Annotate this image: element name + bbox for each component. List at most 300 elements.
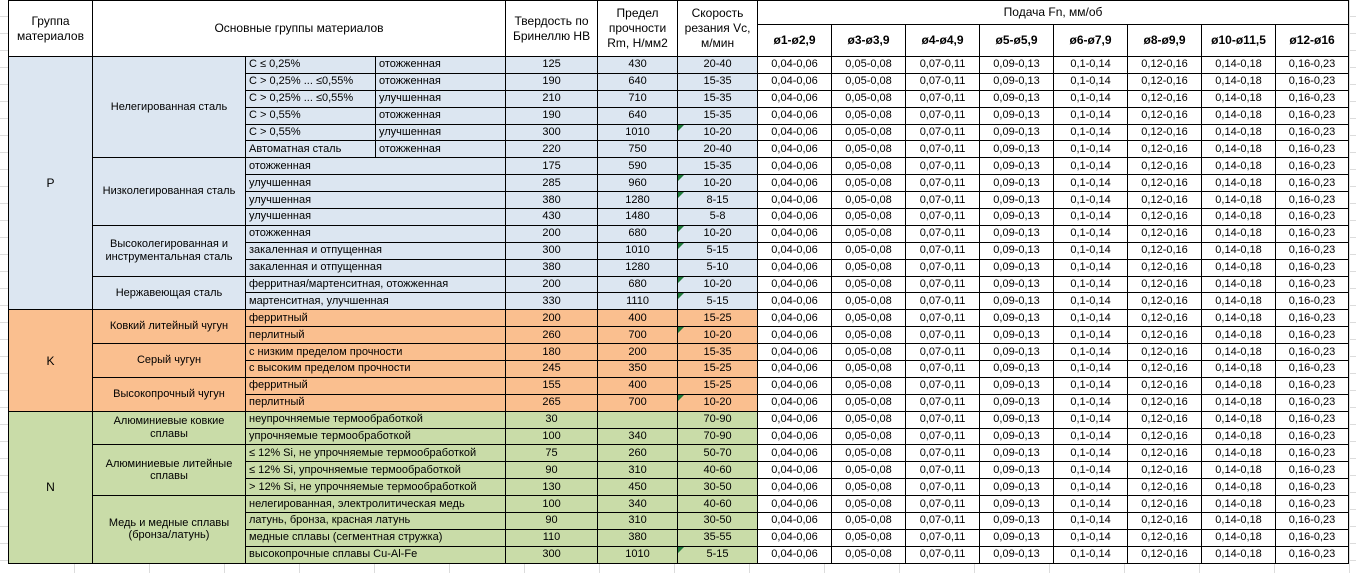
vc-cell[interactable]: 5-15: [678, 293, 758, 310]
feed-value-cell[interactable]: 0,1-0,14: [1054, 192, 1128, 209]
material-desc-cell[interactable]: ≤ 12% Si, не упрочняемые термообработкой: [246, 445, 506, 462]
feed-value-cell[interactable]: 0,1-0,14: [1054, 158, 1128, 175]
feed-value-cell[interactable]: 0,14-0,18: [1202, 513, 1276, 530]
header-diameter-2[interactable]: ø3-ø3,9: [832, 25, 906, 57]
rm-cell[interactable]: 450: [598, 479, 678, 496]
feed-value-cell[interactable]: 0,09-0,13: [980, 192, 1054, 209]
vc-cell[interactable]: 15-35: [678, 90, 758, 107]
feed-value-cell[interactable]: 0,04-0,06: [758, 73, 832, 90]
vc-cell[interactable]: 15-35: [678, 344, 758, 361]
family-cell[interactable]: Нелегированная сталь: [93, 57, 246, 158]
material-desc-cell[interactable]: отожженная: [376, 141, 506, 158]
feed-value-cell[interactable]: 0,05-0,08: [832, 411, 906, 428]
rm-cell[interactable]: 380: [598, 529, 678, 546]
feed-value-cell[interactable]: 0,09-0,13: [980, 428, 1054, 445]
rm-cell[interactable]: 310: [598, 513, 678, 530]
feed-value-cell[interactable]: 0,04-0,06: [758, 259, 832, 276]
rm-cell[interactable]: 1480: [598, 209, 678, 226]
vc-cell[interactable]: 10-20: [678, 124, 758, 141]
feed-value-cell[interactable]: 0,14-0,18: [1202, 158, 1276, 175]
feed-value-cell[interactable]: 0,04-0,06: [758, 90, 832, 107]
feed-value-cell[interactable]: 0,07-0,11: [906, 411, 980, 428]
feed-value-cell[interactable]: 0,07-0,11: [906, 192, 980, 209]
feed-value-cell[interactable]: 0,1-0,14: [1054, 141, 1128, 158]
vc-cell[interactable]: 70-90: [678, 411, 758, 428]
feed-value-cell[interactable]: 0,14-0,18: [1202, 377, 1276, 394]
material-desc-cell[interactable]: улучшенная: [246, 209, 506, 226]
feed-value-cell[interactable]: 0,07-0,11: [906, 259, 980, 276]
feed-value-cell[interactable]: 0,04-0,06: [758, 57, 832, 74]
feed-value-cell[interactable]: 0,09-0,13: [980, 259, 1054, 276]
hb-cell[interactable]: 330: [506, 293, 598, 310]
feed-value-cell[interactable]: 0,04-0,06: [758, 445, 832, 462]
feed-value-cell[interactable]: 0,07-0,11: [906, 141, 980, 158]
rm-cell[interactable]: 680: [598, 225, 678, 242]
feed-value-cell[interactable]: 0,1-0,14: [1054, 428, 1128, 445]
feed-value-cell[interactable]: 0,14-0,18: [1202, 57, 1276, 74]
feed-value-cell[interactable]: 0,16-0,23: [1276, 175, 1349, 192]
material-desc-cell[interactable]: ≤ 12% Si, упрочняемые термообработкой: [246, 462, 506, 479]
feed-value-cell[interactable]: 0,16-0,23: [1276, 394, 1349, 411]
feed-value-cell[interactable]: 0,04-0,06: [758, 310, 832, 327]
feed-value-cell[interactable]: 0,05-0,08: [832, 242, 906, 259]
feed-value-cell[interactable]: 0,09-0,13: [980, 445, 1054, 462]
feed-value-cell[interactable]: 0,12-0,16: [1128, 276, 1202, 293]
material-desc-cell[interactable]: с высоким пределом прочности: [246, 361, 506, 378]
feed-value-cell[interactable]: 0,04-0,06: [758, 124, 832, 141]
feed-value-cell[interactable]: 0,04-0,06: [758, 158, 832, 175]
feed-value-cell[interactable]: 0,16-0,23: [1276, 344, 1349, 361]
rm-cell[interactable]: 1010: [598, 242, 678, 259]
header-brinell-hardness[interactable]: Твердость по Бринеллю HB: [506, 1, 598, 57]
feed-value-cell[interactable]: 0,12-0,16: [1128, 141, 1202, 158]
feed-value-cell[interactable]: 0,14-0,18: [1202, 445, 1276, 462]
feed-value-cell[interactable]: 0,12-0,16: [1128, 361, 1202, 378]
feed-value-cell[interactable]: 0,05-0,08: [832, 479, 906, 496]
hb-cell[interactable]: 380: [506, 192, 598, 209]
feed-value-cell[interactable]: 0,05-0,08: [832, 276, 906, 293]
feed-value-cell[interactable]: 0,16-0,23: [1276, 73, 1349, 90]
group-label-cell[interactable]: N: [9, 411, 93, 563]
feed-value-cell[interactable]: 0,07-0,11: [906, 175, 980, 192]
feed-value-cell[interactable]: 0,1-0,14: [1054, 73, 1128, 90]
feed-value-cell[interactable]: 0,12-0,16: [1128, 57, 1202, 74]
feed-value-cell[interactable]: 0,14-0,18: [1202, 310, 1276, 327]
material-desc-cell[interactable]: перлитный: [246, 394, 506, 411]
feed-value-cell[interactable]: 0,1-0,14: [1054, 394, 1128, 411]
feed-value-cell[interactable]: 0,09-0,13: [980, 242, 1054, 259]
feed-value-cell[interactable]: 0,16-0,23: [1276, 327, 1349, 344]
feed-value-cell[interactable]: 0,1-0,14: [1054, 310, 1128, 327]
hb-cell[interactable]: 100: [506, 496, 598, 513]
vc-cell[interactable]: 15-35: [678, 158, 758, 175]
feed-value-cell[interactable]: 0,07-0,11: [906, 513, 980, 530]
feed-value-cell[interactable]: 0,04-0,06: [758, 276, 832, 293]
feed-value-cell[interactable]: 0,14-0,18: [1202, 394, 1276, 411]
hb-cell[interactable]: 380: [506, 259, 598, 276]
family-cell[interactable]: Высокопрочный чугун: [93, 377, 246, 411]
material-desc-cell[interactable]: отожженная: [376, 57, 506, 74]
feed-value-cell[interactable]: 0,04-0,06: [758, 513, 832, 530]
vc-cell[interactable]: 30-50: [678, 479, 758, 496]
hb-cell[interactable]: 155: [506, 377, 598, 394]
feed-value-cell[interactable]: 0,05-0,08: [832, 361, 906, 378]
vc-cell[interactable]: 20-40: [678, 141, 758, 158]
rm-cell[interactable]: 700: [598, 394, 678, 411]
feed-value-cell[interactable]: 0,05-0,08: [832, 513, 906, 530]
feed-value-cell[interactable]: 0,04-0,06: [758, 496, 832, 513]
feed-value-cell[interactable]: 0,07-0,11: [906, 242, 980, 259]
feed-value-cell[interactable]: 0,09-0,13: [980, 344, 1054, 361]
header-diameter-3[interactable]: ø4-ø4,9: [906, 25, 980, 57]
feed-value-cell[interactable]: 0,05-0,08: [832, 158, 906, 175]
feed-value-cell[interactable]: 0,09-0,13: [980, 496, 1054, 513]
feed-value-cell[interactable]: 0,07-0,11: [906, 90, 980, 107]
feed-value-cell[interactable]: 0,16-0,23: [1276, 361, 1349, 378]
rm-cell[interactable]: 1110: [598, 293, 678, 310]
feed-value-cell[interactable]: 0,05-0,08: [832, 546, 906, 563]
hb-cell[interactable]: 220: [506, 141, 598, 158]
feed-value-cell[interactable]: 0,14-0,18: [1202, 327, 1276, 344]
feed-value-cell[interactable]: 0,05-0,08: [832, 394, 906, 411]
hb-cell[interactable]: 90: [506, 462, 598, 479]
material-desc-cell[interactable]: отожженная: [376, 107, 506, 124]
feed-value-cell[interactable]: 0,16-0,23: [1276, 513, 1349, 530]
vc-cell[interactable]: 40-60: [678, 462, 758, 479]
feed-value-cell[interactable]: 0,07-0,11: [906, 445, 980, 462]
feed-value-cell[interactable]: 0,12-0,16: [1128, 344, 1202, 361]
header-diameter-4[interactable]: ø5-ø5,9: [980, 25, 1054, 57]
hb-cell[interactable]: 180: [506, 344, 598, 361]
feed-value-cell[interactable]: 0,09-0,13: [980, 141, 1054, 158]
feed-value-cell[interactable]: 0,16-0,23: [1276, 242, 1349, 259]
material-desc-cell[interactable]: ферритный: [246, 377, 506, 394]
feed-value-cell[interactable]: 0,05-0,08: [832, 192, 906, 209]
feed-value-cell[interactable]: 0,16-0,23: [1276, 124, 1349, 141]
vc-cell[interactable]: 15-35: [678, 107, 758, 124]
feed-value-cell[interactable]: 0,04-0,06: [758, 175, 832, 192]
feed-value-cell[interactable]: 0,12-0,16: [1128, 445, 1202, 462]
feed-value-cell[interactable]: 0,12-0,16: [1128, 479, 1202, 496]
vc-cell[interactable]: 10-20: [678, 225, 758, 242]
group-label-cell[interactable]: K: [9, 310, 93, 411]
rm-cell[interactable]: 340: [598, 496, 678, 513]
feed-value-cell[interactable]: 0,07-0,11: [906, 276, 980, 293]
feed-value-cell[interactable]: 0,1-0,14: [1054, 57, 1128, 74]
feed-value-cell[interactable]: 0,16-0,23: [1276, 57, 1349, 74]
material-desc-cell[interactable]: отожженная: [376, 73, 506, 90]
vc-cell[interactable]: 15-25: [678, 377, 758, 394]
material-desc-cell[interactable]: улучшенная: [246, 175, 506, 192]
feed-value-cell[interactable]: 0,16-0,23: [1276, 411, 1349, 428]
header-feed[interactable]: Подача Fn, мм/об: [758, 1, 1349, 25]
feed-value-cell[interactable]: 0,12-0,16: [1128, 529, 1202, 546]
feed-value-cell[interactable]: 0,14-0,18: [1202, 361, 1276, 378]
vc-cell[interactable]: 30-50: [678, 513, 758, 530]
feed-value-cell[interactable]: 0,09-0,13: [980, 158, 1054, 175]
feed-value-cell[interactable]: 0,14-0,18: [1202, 209, 1276, 226]
material-desc-cell[interactable]: нелегированная, электролитическая медь: [246, 496, 506, 513]
feed-value-cell[interactable]: 0,07-0,11: [906, 124, 980, 141]
material-desc-cell[interactable]: ферритная/мартенситная, отожженная: [246, 276, 506, 293]
vc-cell[interactable]: 15-35: [678, 73, 758, 90]
feed-value-cell[interactable]: 0,05-0,08: [832, 73, 906, 90]
feed-value-cell[interactable]: 0,1-0,14: [1054, 175, 1128, 192]
feed-value-cell[interactable]: 0,09-0,13: [980, 479, 1054, 496]
header-diameter-1[interactable]: ø1-ø2,9: [758, 25, 832, 57]
feed-value-cell[interactable]: 0,16-0,23: [1276, 529, 1349, 546]
feed-value-cell[interactable]: 0,14-0,18: [1202, 73, 1276, 90]
material-desc-cell[interactable]: с низким пределом прочности: [246, 344, 506, 361]
material-desc-cell[interactable]: C > 0,25% ... ≤0,55%: [246, 90, 376, 107]
feed-value-cell[interactable]: 0,09-0,13: [980, 394, 1054, 411]
feed-value-cell[interactable]: 0,16-0,23: [1276, 462, 1349, 479]
feed-value-cell[interactable]: 0,14-0,18: [1202, 124, 1276, 141]
feed-value-cell[interactable]: 0,07-0,11: [906, 529, 980, 546]
feed-value-cell[interactable]: 0,09-0,13: [980, 327, 1054, 344]
feed-value-cell[interactable]: 0,14-0,18: [1202, 462, 1276, 479]
feed-value-cell[interactable]: 0,12-0,16: [1128, 259, 1202, 276]
feed-value-cell[interactable]: 0,05-0,08: [832, 175, 906, 192]
feed-value-cell[interactable]: 0,09-0,13: [980, 57, 1054, 74]
hb-cell[interactable]: 130: [506, 479, 598, 496]
feed-value-cell[interactable]: 0,12-0,16: [1128, 293, 1202, 310]
vc-cell[interactable]: 10-20: [678, 175, 758, 192]
feed-value-cell[interactable]: 0,05-0,08: [832, 225, 906, 242]
feed-value-cell[interactable]: 0,1-0,14: [1054, 124, 1128, 141]
feed-value-cell[interactable]: 0,04-0,06: [758, 209, 832, 226]
hb-cell[interactable]: 30: [506, 411, 598, 428]
material-desc-cell[interactable]: C ≤ 0,25%: [246, 57, 376, 74]
feed-value-cell[interactable]: 0,05-0,08: [832, 377, 906, 394]
hb-cell[interactable]: 260: [506, 327, 598, 344]
rm-cell[interactable]: 340: [598, 428, 678, 445]
feed-value-cell[interactable]: 0,04-0,06: [758, 479, 832, 496]
rm-cell[interactable]: 310: [598, 462, 678, 479]
feed-value-cell[interactable]: 0,09-0,13: [980, 411, 1054, 428]
feed-value-cell[interactable]: 0,16-0,23: [1276, 259, 1349, 276]
feed-value-cell[interactable]: 0,12-0,16: [1128, 310, 1202, 327]
feed-value-cell[interactable]: 0,04-0,06: [758, 394, 832, 411]
family-cell[interactable]: Нержавеющая сталь: [93, 276, 246, 310]
feed-value-cell[interactable]: 0,07-0,11: [906, 73, 980, 90]
material-desc-cell[interactable]: улучшенная: [376, 124, 506, 141]
material-desc-cell[interactable]: медные сплавы (сегментная стружка): [246, 529, 506, 546]
feed-value-cell[interactable]: 0,14-0,18: [1202, 90, 1276, 107]
feed-value-cell[interactable]: 0,07-0,11: [906, 310, 980, 327]
hb-cell[interactable]: 75: [506, 445, 598, 462]
material-desc-cell[interactable]: неупрочняемые термообработкой: [246, 411, 506, 428]
hb-cell[interactable]: 90: [506, 513, 598, 530]
material-desc-cell[interactable]: C > 0,25% ... ≤0,55%: [246, 73, 376, 90]
feed-value-cell[interactable]: 0,07-0,11: [906, 209, 980, 226]
vc-cell[interactable]: 10-20: [678, 394, 758, 411]
rm-cell[interactable]: 680: [598, 276, 678, 293]
feed-value-cell[interactable]: 0,12-0,16: [1128, 225, 1202, 242]
feed-value-cell[interactable]: 0,1-0,14: [1054, 209, 1128, 226]
rm-cell[interactable]: 200: [598, 344, 678, 361]
hb-cell[interactable]: 430: [506, 209, 598, 226]
material-desc-cell[interactable]: > 12% Si, не упрочняемые термообработкой: [246, 479, 506, 496]
feed-value-cell[interactable]: 0,1-0,14: [1054, 107, 1128, 124]
feed-value-cell[interactable]: 0,1-0,14: [1054, 513, 1128, 530]
hb-cell[interactable]: 285: [506, 175, 598, 192]
feed-value-cell[interactable]: 0,14-0,18: [1202, 529, 1276, 546]
material-desc-cell[interactable]: латунь, бронза, красная латунь: [246, 513, 506, 530]
feed-value-cell[interactable]: 0,05-0,08: [832, 57, 906, 74]
rm-cell[interactable]: 1280: [598, 259, 678, 276]
feed-value-cell[interactable]: 0,04-0,06: [758, 462, 832, 479]
rm-cell[interactable]: 1010: [598, 546, 678, 563]
material-desc-cell[interactable]: C > 0,55%: [246, 124, 376, 141]
vc-cell[interactable]: 8-15: [678, 192, 758, 209]
feed-value-cell[interactable]: 0,05-0,08: [832, 293, 906, 310]
family-cell[interactable]: Алюминиевые литейные сплавы: [93, 445, 246, 496]
feed-value-cell[interactable]: 0,1-0,14: [1054, 90, 1128, 107]
feed-value-cell[interactable]: 0,14-0,18: [1202, 141, 1276, 158]
material-desc-cell[interactable]: высокопрочные сплавы Cu-Al-Fe: [246, 546, 506, 563]
feed-value-cell[interactable]: 0,1-0,14: [1054, 259, 1128, 276]
feed-value-cell[interactable]: 0,1-0,14: [1054, 496, 1128, 513]
feed-value-cell[interactable]: 0,14-0,18: [1202, 344, 1276, 361]
feed-value-cell[interactable]: 0,07-0,11: [906, 344, 980, 361]
feed-value-cell[interactable]: 0,07-0,11: [906, 428, 980, 445]
material-desc-cell[interactable]: ферритный: [246, 310, 506, 327]
feed-value-cell[interactable]: 0,12-0,16: [1128, 513, 1202, 530]
feed-value-cell[interactable]: 0,14-0,18: [1202, 428, 1276, 445]
family-cell[interactable]: Высоколегированная и инструментальная сталь: [93, 225, 246, 276]
feed-value-cell[interactable]: 0,05-0,08: [832, 90, 906, 107]
feed-value-cell[interactable]: 0,04-0,06: [758, 344, 832, 361]
feed-value-cell[interactable]: 0,04-0,06: [758, 242, 832, 259]
feed-value-cell[interactable]: 0,05-0,08: [832, 107, 906, 124]
material-desc-cell[interactable]: Автоматная сталь: [246, 141, 376, 158]
hb-cell[interactable]: 300: [506, 124, 598, 141]
feed-value-cell[interactable]: 0,04-0,06: [758, 141, 832, 158]
feed-value-cell[interactable]: 0,12-0,16: [1128, 242, 1202, 259]
header-diameter-6[interactable]: ø8-ø9,9: [1128, 25, 1202, 57]
feed-value-cell[interactable]: 0,09-0,13: [980, 529, 1054, 546]
header-diameter-7[interactable]: ø10-ø11,5: [1202, 25, 1276, 57]
feed-value-cell[interactable]: 0,07-0,11: [906, 377, 980, 394]
feed-value-cell[interactable]: 0,04-0,06: [758, 411, 832, 428]
feed-value-cell[interactable]: 0,07-0,11: [906, 327, 980, 344]
feed-value-cell[interactable]: 0,04-0,06: [758, 107, 832, 124]
feed-value-cell[interactable]: 0,16-0,23: [1276, 192, 1349, 209]
feed-value-cell[interactable]: 0,07-0,11: [906, 394, 980, 411]
feed-value-cell[interactable]: 0,09-0,13: [980, 462, 1054, 479]
feed-value-cell[interactable]: 0,12-0,16: [1128, 377, 1202, 394]
feed-value-cell[interactable]: 0,04-0,06: [758, 327, 832, 344]
rm-cell[interactable]: 640: [598, 107, 678, 124]
feed-value-cell[interactable]: 0,04-0,06: [758, 529, 832, 546]
feed-value-cell[interactable]: 0,16-0,23: [1276, 209, 1349, 226]
hb-cell[interactable]: 190: [506, 73, 598, 90]
vc-cell[interactable]: 50-70: [678, 445, 758, 462]
family-cell[interactable]: Ковкий литейный чугун: [93, 310, 246, 344]
feed-value-cell[interactable]: 0,1-0,14: [1054, 225, 1128, 242]
vc-cell[interactable]: 10-20: [678, 276, 758, 293]
feed-value-cell[interactable]: 0,12-0,16: [1128, 107, 1202, 124]
feed-value-cell[interactable]: 0,09-0,13: [980, 293, 1054, 310]
feed-value-cell[interactable]: 0,07-0,11: [906, 225, 980, 242]
feed-value-cell[interactable]: 0,16-0,23: [1276, 310, 1349, 327]
rm-cell[interactable]: 400: [598, 310, 678, 327]
feed-value-cell[interactable]: 0,16-0,23: [1276, 496, 1349, 513]
vc-cell[interactable]: 20-40: [678, 57, 758, 74]
feed-value-cell[interactable]: 0,1-0,14: [1054, 344, 1128, 361]
feed-value-cell[interactable]: 0,07-0,11: [906, 546, 980, 563]
feed-value-cell[interactable]: 0,12-0,16: [1128, 462, 1202, 479]
group-label-cell[interactable]: P: [9, 57, 93, 310]
feed-value-cell[interactable]: 0,12-0,16: [1128, 209, 1202, 226]
feed-value-cell[interactable]: 0,14-0,18: [1202, 546, 1276, 563]
feed-value-cell[interactable]: 0,14-0,18: [1202, 192, 1276, 209]
rm-cell[interactable]: 350: [598, 361, 678, 378]
vc-cell[interactable]: 15-25: [678, 310, 758, 327]
hb-cell[interactable]: 100: [506, 428, 598, 445]
feed-value-cell[interactable]: 0,14-0,18: [1202, 242, 1276, 259]
feed-value-cell[interactable]: 0,1-0,14: [1054, 377, 1128, 394]
rm-cell[interactable]: 400: [598, 377, 678, 394]
feed-value-cell[interactable]: 0,1-0,14: [1054, 479, 1128, 496]
feed-value-cell[interactable]: 0,07-0,11: [906, 107, 980, 124]
feed-value-cell[interactable]: 0,09-0,13: [980, 73, 1054, 90]
feed-value-cell[interactable]: 0,16-0,23: [1276, 158, 1349, 175]
feed-value-cell[interactable]: 0,16-0,23: [1276, 141, 1349, 158]
material-desc-cell[interactable]: улучшенная: [246, 192, 506, 209]
feed-value-cell[interactable]: 0,16-0,23: [1276, 428, 1349, 445]
material-desc-cell[interactable]: C > 0,55%: [246, 107, 376, 124]
hb-cell[interactable]: 300: [506, 242, 598, 259]
rm-cell[interactable]: [598, 411, 678, 428]
feed-value-cell[interactable]: 0,05-0,08: [832, 327, 906, 344]
material-desc-cell[interactable]: закаленная и отпущенная: [246, 259, 506, 276]
material-desc-cell[interactable]: перлитный: [246, 327, 506, 344]
material-desc-cell[interactable]: упрочняемые термообработкой: [246, 428, 506, 445]
hb-cell[interactable]: 245: [506, 361, 598, 378]
feed-value-cell[interactable]: 0,1-0,14: [1054, 276, 1128, 293]
feed-value-cell[interactable]: 0,14-0,18: [1202, 175, 1276, 192]
header-diameter-5[interactable]: ø6-ø7,9: [1054, 25, 1128, 57]
hb-cell[interactable]: 125: [506, 57, 598, 74]
rm-cell[interactable]: 710: [598, 90, 678, 107]
feed-value-cell[interactable]: 0,1-0,14: [1054, 445, 1128, 462]
rm-cell[interactable]: 750: [598, 141, 678, 158]
material-desc-cell[interactable]: мартенситная, улучшенная: [246, 293, 506, 310]
rm-cell[interactable]: 590: [598, 158, 678, 175]
feed-value-cell[interactable]: 0,12-0,16: [1128, 175, 1202, 192]
feed-value-cell[interactable]: 0,16-0,23: [1276, 479, 1349, 496]
family-cell[interactable]: Алюминиевые ковкие сплавы: [93, 411, 246, 445]
feed-value-cell[interactable]: 0,07-0,11: [906, 496, 980, 513]
feed-value-cell[interactable]: 0,05-0,08: [832, 445, 906, 462]
feed-value-cell[interactable]: 0,12-0,16: [1128, 124, 1202, 141]
feed-value-cell[interactable]: 0,12-0,16: [1128, 158, 1202, 175]
feed-value-cell[interactable]: 0,05-0,08: [832, 259, 906, 276]
feed-value-cell[interactable]: 0,05-0,08: [832, 310, 906, 327]
feed-value-cell[interactable]: 0,1-0,14: [1054, 529, 1128, 546]
rm-cell[interactable]: 640: [598, 73, 678, 90]
family-cell[interactable]: Медь и медные сплавы (бронза/латунь): [93, 496, 246, 564]
hb-cell[interactable]: 200: [506, 276, 598, 293]
feed-value-cell[interactable]: 0,14-0,18: [1202, 107, 1276, 124]
material-desc-cell[interactable]: улучшенная: [376, 90, 506, 107]
feed-value-cell[interactable]: 0,09-0,13: [980, 225, 1054, 242]
header-tensile-strength[interactable]: Предел прочности Rm, Н/мм2: [598, 1, 678, 57]
feed-value-cell[interactable]: 0,07-0,11: [906, 57, 980, 74]
vc-cell[interactable]: 35-55: [678, 529, 758, 546]
